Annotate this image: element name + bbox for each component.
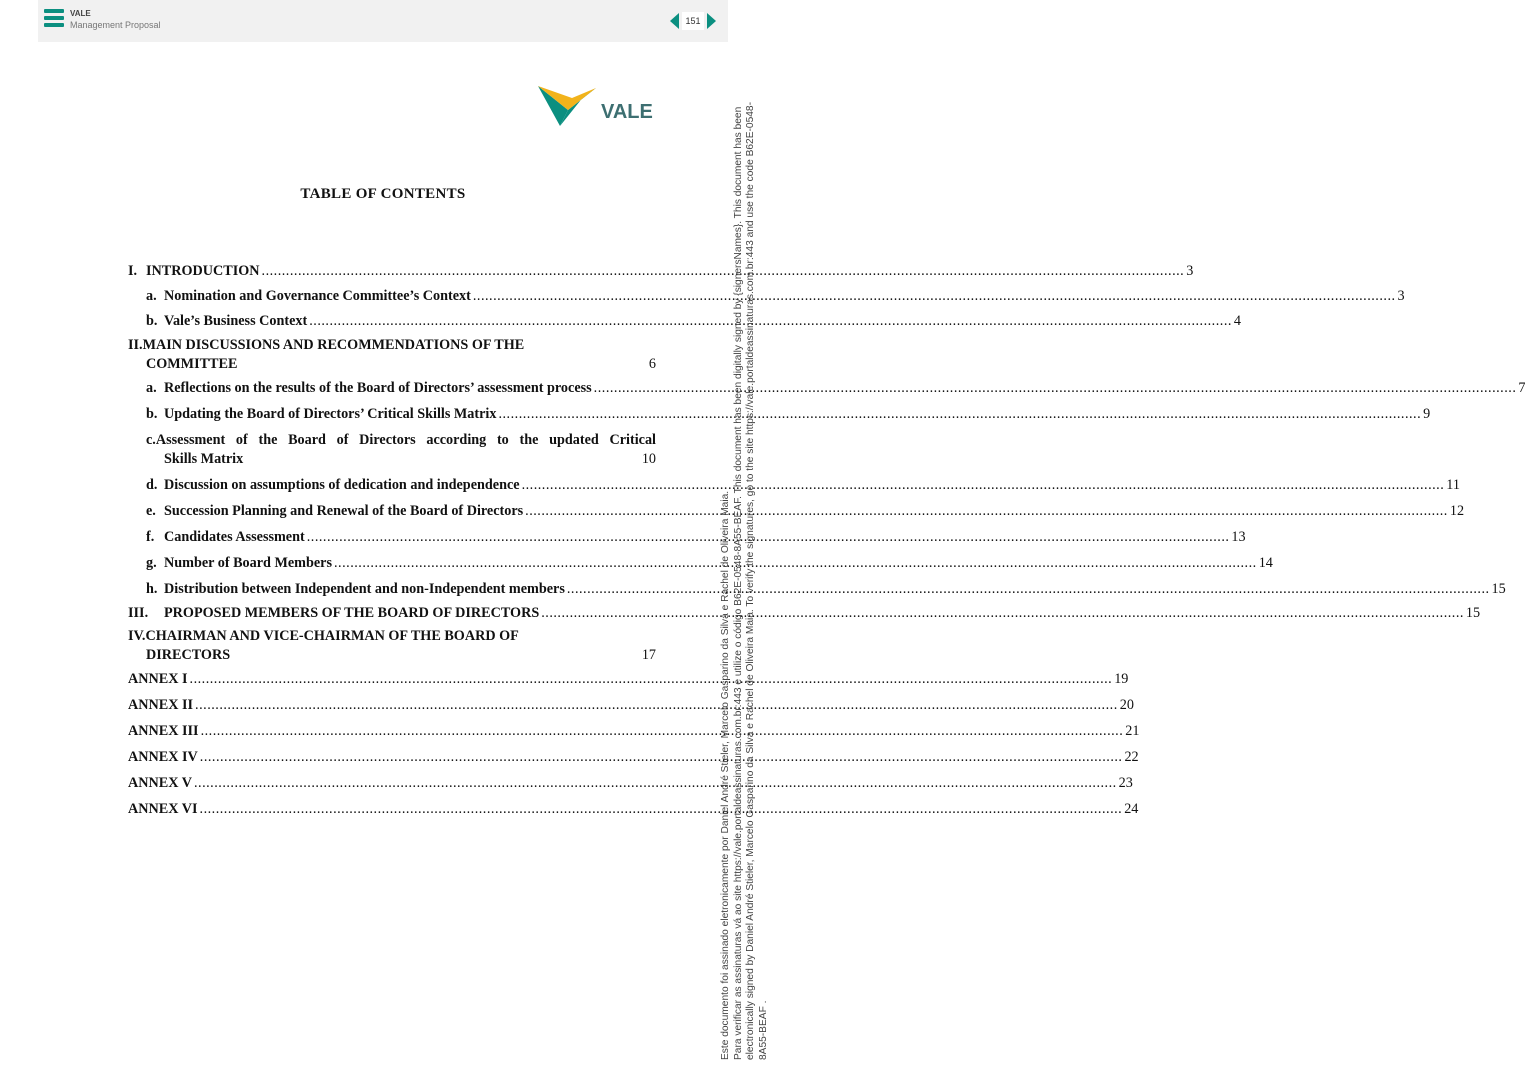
- toc-entry-annex-6[interactable]: [128, 800, 1139, 819]
- toc-entry-label: Number of Board Members: [164, 555, 332, 571]
- toc-entry-reflections[interactable]: [128, 379, 1525, 398]
- toc-entry-number: I.: [128, 263, 138, 279]
- toc-entry-page: 10: [641, 451, 656, 467]
- toc-entry-label: Candidates Assessment: [164, 529, 305, 545]
- toc-entry-annex-2[interactable]: [128, 696, 1134, 715]
- watermark-line-3: electronically signed by Daniel André Stieler, Marcelo Gasparino da Silva e Rachel de Oliveira Maia. To verify the signatures, go to the site https://vale.portaldeassinaturas.com.br:443 and use the code B62E-0548-: [745, 102, 756, 1060]
- previous-page-icon[interactable]: [670, 13, 679, 29]
- toc-entry-number: h.: [146, 581, 158, 597]
- toc-entry-page: 6: [648, 356, 656, 372]
- next-page-icon[interactable]: [707, 13, 716, 29]
- toc-entry-page: 4: [1233, 313, 1241, 329]
- watermark-line-2: Para verificar as assinaturas vá ao site https://vale.portaldeassinaturas.com.br:443 e utilize o código B62E-0548-8A55-BEAF. This document has been digitally signed by {signersNames}. This document has been: [732, 106, 744, 1060]
- toc-entry-business-context[interactable]: [128, 312, 1241, 331]
- toc-entry-page: 21: [1125, 723, 1140, 739]
- toc-entry-skills-matrix[interactable]: [128, 405, 1431, 424]
- toc-entry-label: Vale’s Business Context: [164, 313, 308, 329]
- toc-entry-label: ANNEX I: [128, 671, 188, 687]
- toc-entry-page: 3: [1397, 288, 1405, 304]
- toc-entry-page: 13: [1231, 529, 1246, 545]
- toc-entry-label: ANNEX IV: [128, 749, 198, 765]
- toc-entry-label: Updating the Board of Directors’ Critical Skills Matrix: [164, 406, 497, 422]
- toc-entry-main-discussions[interactable]: [128, 336, 656, 374]
- toc-entry-label-continued: COMMITTEE: [146, 356, 238, 372]
- toc-entry-page: 15: [1465, 605, 1481, 621]
- toc-entry-proposed-members[interactable]: [128, 604, 1481, 623]
- toc-entry-label-continued: Skills Matrix: [164, 451, 244, 467]
- toc-entry-label: Succession Planning and Renewal of the Board of Directors: [164, 503, 524, 519]
- toc-entry-page: 11: [1446, 477, 1460, 493]
- toc-entry-annex-3[interactable]: [128, 722, 1140, 741]
- toc-entry-board-members[interactable]: [128, 554, 1273, 573]
- toc-entry-label: Discussion on assumptions of dedication and independence: [164, 477, 520, 493]
- toc-entry-number: e.: [146, 503, 156, 519]
- toc-entry-succession[interactable]: [128, 502, 1465, 521]
- toc-entry-assessment-matrix[interactable]: [128, 431, 656, 469]
- toc-entry-number: a.: [146, 288, 157, 304]
- vale-logo: [538, 84, 658, 130]
- toc-entry-label: ANNEX II: [128, 697, 194, 713]
- toc-entry-number: c.: [146, 432, 156, 448]
- toc-entry-label: Reflections on the results of the Board of Directors’ assessment process: [164, 380, 592, 396]
- toc-entry-number: g.: [146, 555, 157, 571]
- toc-entry-dedication[interactable]: [128, 476, 1460, 495]
- toc-entry-page: 14: [1258, 555, 1273, 571]
- watermark-line-4: 8A55-BEAF .: [757, 1000, 769, 1060]
- page-navigator: [670, 12, 716, 30]
- signature-watermark: [720, 80, 770, 1060]
- toc-entry-annex-4[interactable]: [128, 748, 1139, 767]
- toc-entry-number: II.: [128, 337, 143, 353]
- toc-entry-label: Assessment of the Board of Directors according to the updated Critical: [155, 432, 656, 448]
- toc-entry-number: f.: [146, 529, 155, 545]
- toc-entry-page: 7: [1518, 380, 1525, 396]
- toc-entry-number: III.: [128, 605, 149, 621]
- toc-entry-label: INTRODUCTION: [146, 263, 260, 279]
- toc-entry-page: 22: [1124, 749, 1139, 765]
- toc-entry-nomination-context[interactable]: [128, 287, 1405, 306]
- watermark-line-1: Este documento foi assinado eletronicamente por Daniel André Stieler, Marcelo Gasparino da Silva e Rachel de Oliveira Maia.: [720, 490, 731, 1060]
- toc-entry-number: IV.: [128, 628, 146, 644]
- toc-entry-annex-1[interactable]: [128, 670, 1129, 689]
- toc-entry-page: 24: [1124, 801, 1139, 817]
- toc-entry-label: Distribution between Independent and non-Independent members: [164, 581, 565, 597]
- toc-entry-candidates[interactable]: [128, 528, 1246, 547]
- toc-entry-page: 3: [1186, 263, 1194, 279]
- toc-entry-label: ANNEX V: [128, 775, 192, 791]
- toc-entry-label-continued: DIRECTORS: [146, 647, 231, 663]
- toc-entry-number: a.: [146, 380, 157, 396]
- toc-entry-page: 12: [1449, 503, 1465, 519]
- toc-entry-label: MAIN DISCUSSIONS AND RECOMMENDATIONS OF THE: [142, 337, 525, 353]
- toc-entry-label: Nomination and Governance Committee’s Context: [164, 288, 471, 304]
- toc-title: TABLE OF CONTENTS: [300, 186, 466, 202]
- toc-entry-page: 20: [1119, 697, 1134, 713]
- toc-entry-label: ANNEX VI: [128, 801, 198, 817]
- toc-entry-page: 19: [1114, 671, 1129, 687]
- toc-entry-introduction[interactable]: [128, 262, 1194, 281]
- top-bar: [38, 0, 728, 42]
- toc-entry-page: 9: [1423, 406, 1431, 422]
- menu-icon[interactable]: [44, 9, 64, 27]
- toc-entry-number: b.: [146, 406, 158, 422]
- toc-entry-page: 15: [1491, 581, 1506, 597]
- toc-entry-distribution[interactable]: [128, 580, 1506, 599]
- page-number: 151: [682, 12, 704, 30]
- toc-entry-number: d.: [146, 477, 158, 493]
- document-subtitle: Management Proposal: [70, 20, 161, 30]
- toc-entry-chairman[interactable]: [128, 627, 656, 665]
- toc-entry-label: PROPOSED MEMBERS OF THE BOARD OF DIRECTORS: [164, 605, 540, 621]
- logo-text: VALE: [601, 101, 653, 123]
- brand-name: VALE: [70, 9, 91, 18]
- toc-entry-page: 23: [1118, 775, 1133, 791]
- toc-entry-page: 17: [641, 647, 656, 663]
- toc-entry-annex-5[interactable]: [128, 774, 1133, 793]
- toc-entry-label: ANNEX III: [128, 723, 199, 739]
- toc-entry-label: CHAIRMAN AND VICE-CHAIRMAN OF THE BOARD OF: [145, 628, 519, 644]
- toc-entry-number: b.: [146, 313, 158, 329]
